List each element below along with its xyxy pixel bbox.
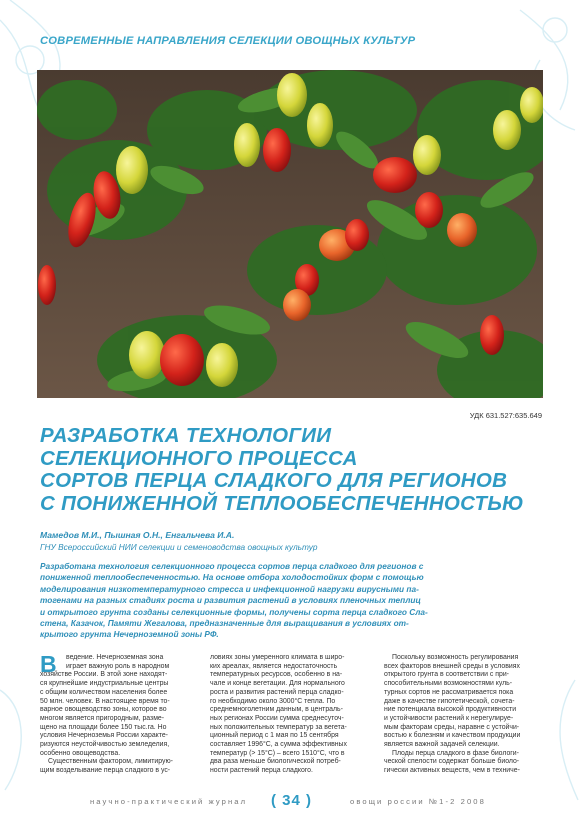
title-line: РАЗРАБОТКА ТЕХНОЛОГИИ — [40, 424, 332, 447]
body-line: и устойчивости растений к нерегулируе- — [384, 714, 514, 722]
page-footer — [0, 790, 580, 812]
body-line: гически активных веществ, чем в техниче- — [384, 767, 520, 775]
body-line: два раза меньше биологической потреб- — [210, 758, 341, 766]
udk-code: УДК 631.527:635.649 — [469, 411, 542, 420]
body-line: варное овощеводство зоны, которое во — [40, 706, 167, 714]
abstract-line: и открытого грунта созданы селекционные формы, получены сорта перца сладкого Сла- — [40, 606, 428, 617]
body-line: турных сортов не рассматривается пока — [384, 688, 514, 696]
body-line: Плоды перца сладкого в фазе биологи- — [392, 749, 519, 757]
page-number-value: 34 — [282, 792, 301, 809]
body-line: востью к болезням и качеством продукции — [384, 732, 521, 740]
body-line: 50 млн. человек. В настоящее время то- — [40, 697, 170, 705]
body-line: температур (> 15°С) – всего 1510°С, что в — [210, 749, 345, 757]
body-line: хозяйстве России. В этой зоне находят- — [40, 671, 168, 679]
body-line: щим возделывание перца сладкого в ус- — [40, 767, 171, 775]
pepper-plants-image — [37, 70, 543, 398]
body-line: играет важную роль в народном — [66, 662, 170, 670]
body-line: ние потенциала высокой продуктивности — [384, 706, 517, 714]
article-title — [40, 425, 545, 515]
body-column-2 — [210, 654, 367, 776]
body-column-3 — [384, 654, 541, 776]
body-line: условия Нечерноземья России характе- — [40, 732, 168, 740]
body-line: чале и конце вегетации. Для нормального — [210, 680, 345, 688]
body-line: Поскольку возможность регулирования — [392, 654, 519, 661]
body-line: открытого грунта в соответствии с при- — [384, 671, 509, 679]
body-line: составляет 1996°С, а сумма эффективных — [210, 741, 347, 749]
institution: ГНУ Всероссийский НИИ селекции и семеноводства овощных культур — [40, 542, 318, 552]
body-line: мым факторам среды, наравне с устойчи- — [384, 723, 520, 731]
body-line: даже в качестве гипотетической, сочета- — [384, 697, 515, 705]
body-line: с общим количеством населения более — [40, 688, 168, 696]
section-header: СОВРЕМЕННЫЕ НАПРАВЛЕНИЯ СЕЛЕКЦИИ ОВОЩНЫХ КУЛЬТУР — [40, 35, 416, 47]
body-line: ризуются неустойчивостью земледелия, — [40, 741, 170, 749]
journal-name: научно-практический журнал — [90, 797, 248, 806]
body-line: роста и развития растений перца сладко- — [210, 688, 344, 696]
body-line: го необходимо около 3000°С тепла. По — [210, 697, 336, 705]
drop-cap: В — [40, 651, 57, 677]
body-line: ведение. Нечерноземная зона — [66, 654, 164, 661]
body-line: многом является пригородным, разме- — [40, 714, 165, 722]
authors: Мамедов М.И., Пышная О.Н., Енгальчева И.А. — [40, 530, 235, 540]
body-line: ционный период с 1 мая по 15 сентября — [210, 732, 339, 740]
abstract-line: стена, Казачок, Памяти Жегалова, предназначенные для выращивания в условиях от- — [40, 618, 409, 629]
body-line: особенно овощеводства. — [40, 749, 121, 757]
abstract — [40, 561, 545, 641]
body-line: щено на площади более 150 тыс.га. Но — [40, 723, 167, 731]
body-line: среднемноголетним данным, в централь- — [210, 706, 343, 714]
abstract-line: моделирования низкотемпературного стресса и инфекционной нагрузки вирусными па- — [40, 583, 419, 594]
body-line: температурных ресурсов, особенно в на- — [210, 671, 343, 679]
body-line: ных регионах России сумма среднесуточ- — [210, 714, 344, 722]
page-number: ( 34 ) — [271, 792, 313, 809]
issue-info: овощи россии №1-2 2008 — [350, 797, 486, 806]
title-line: С ПОНИЖЕННОЙ ТЕПЛООБЕСПЕЧЕННОСТЬЮ — [40, 491, 524, 515]
abstract-line: крытого грунта Нечерноземной зоны РФ. — [40, 629, 219, 640]
body-line: ся крупнейшие индустриальные центры — [40, 680, 169, 688]
abstract-line: пониженной теплообеспеченностью. На основе отбора холодостойких форм с помощью — [40, 572, 424, 583]
body-line: ких ареалах, является недостаточность — [210, 662, 338, 670]
body-column-1 — [40, 651, 197, 776]
body-line: ческой спелости содержат больше биоло- — [384, 758, 520, 766]
body-line: способительными возможностями куль- — [384, 680, 513, 688]
abstract-line: тогенами на разных стадиях роста и развития растений в условиях пленочных теплиц — [40, 595, 421, 606]
body-line: ловиях зоны умеренного климата в широ- — [210, 654, 345, 661]
pepper-field-photo — [37, 70, 543, 398]
body-line: ных положительных температур за вегета- — [210, 723, 347, 731]
body-line: Существенным фактором, лимитирую- — [48, 758, 173, 766]
title-line: СОРТОВ ПЕРЦА СЛАДКОГО ДЛЯ РЕГИОНОВ — [40, 469, 508, 492]
title-line: СЕЛЕКЦИОННОГО ПРОЦЕССА — [40, 446, 358, 470]
body-line: ности растений перца сладкого. — [210, 767, 313, 775]
body-line: всех факторов внешней среды в условиях — [384, 662, 520, 670]
body-line: является важной задачей селекции. — [384, 741, 500, 749]
abstract-line: Разработана технология селекционного процесса сортов перца сладкого для регионов с — [40, 561, 424, 571]
